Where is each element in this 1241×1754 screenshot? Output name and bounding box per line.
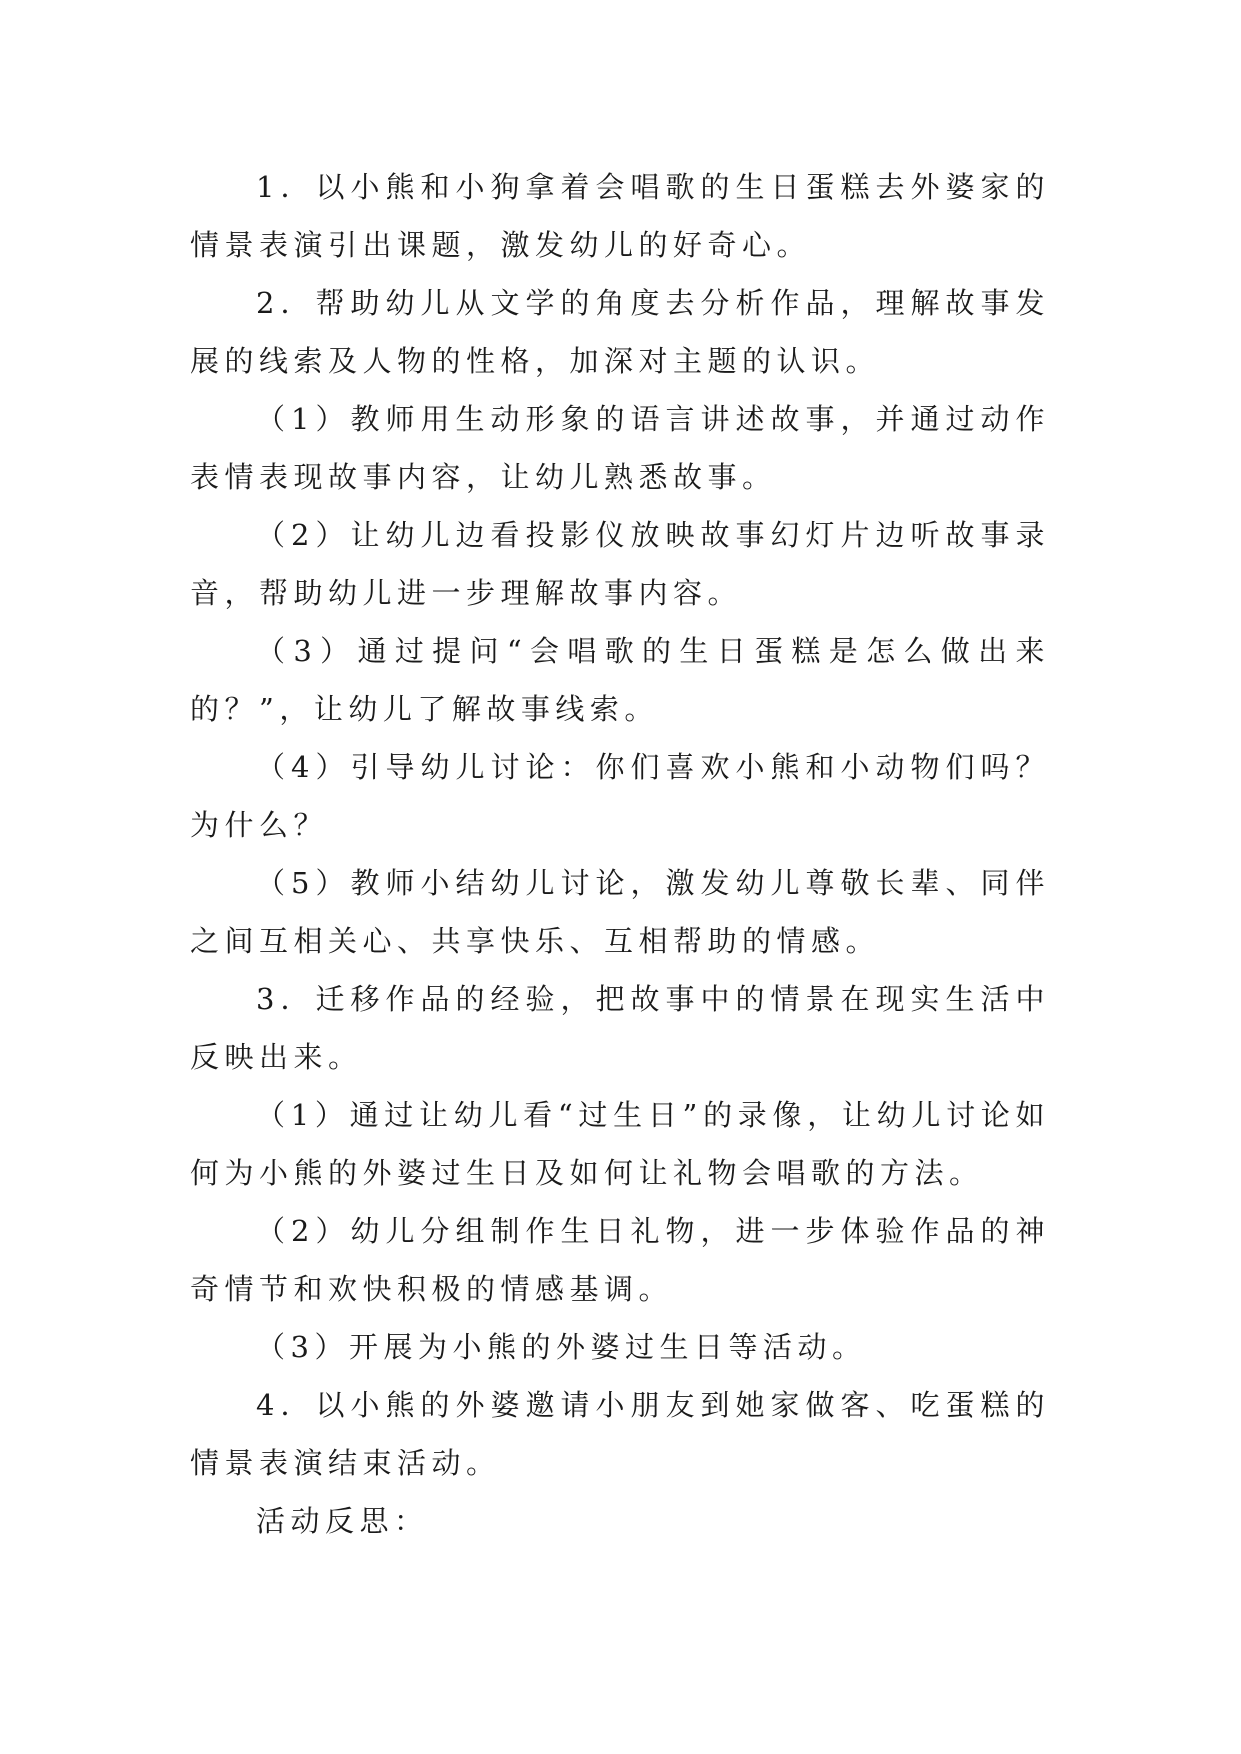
paragraph-step-1: 1．以小熊和小狗拿着会唱歌的生日蛋糕去外婆家的情景表演引出课题，激发幼儿的好奇心。 xyxy=(190,170,1050,262)
paragraph-step-3-2: （2）幼儿分组制作生日礼物，进一步体验作品的神奇情节和欢快积极的情感基调。 xyxy=(190,1214,1050,1306)
section-heading-reflection: 活动反思： xyxy=(256,1504,429,1538)
paragraph-step-2-4: （4）引导幼儿讨论：你们喜欢小熊和小动物们吗？为什么？ xyxy=(190,750,1050,842)
paragraph-step-2: 2．帮助幼儿从文学的角度去分析作品，理解故事发展的线索及人物的性格，加深对主题的认识。 xyxy=(190,286,1050,378)
paragraph-step-2-3: （3）通过提问“会唱歌的生日蛋糕是怎么做出来的？”，让幼儿了解故事线索。 xyxy=(190,634,1050,726)
paragraph-step-2-2: （2）让幼儿边看投影仪放映故事幻灯片边听故事录音，帮助幼儿进一步理解故事内容。 xyxy=(190,518,1050,610)
paragraph-step-4: 4．以小熊的外婆邀请小朋友到她家做客、吃蛋糕的情景表演结束活动。 xyxy=(190,1388,1050,1480)
paragraph-step-3-3: （3）开展为小熊的外婆过生日等活动。 xyxy=(256,1330,867,1364)
paragraph-step-3-1: （1）通过让幼儿看“过生日”的录像，让幼儿讨论如何为小熊的外婆过生日及如何让礼物会唱歌的方法。 xyxy=(190,1098,1050,1190)
paragraph-step-2-1: （1）教师用生动形象的语言讲述故事，并通过动作表情表现故事内容，让幼儿熟悉故事。 xyxy=(190,402,1050,494)
paragraph-step-2-5: （5）教师小结幼儿讨论，激发幼儿尊敬长辈、同伴之间互相关心、共享快乐、互相帮助的情感。 xyxy=(190,866,1050,958)
paragraph-step-3: 3．迁移作品的经验，把故事中的情景在现实生活中反映出来。 xyxy=(190,982,1050,1074)
document-body xyxy=(190,158,1050,1550)
